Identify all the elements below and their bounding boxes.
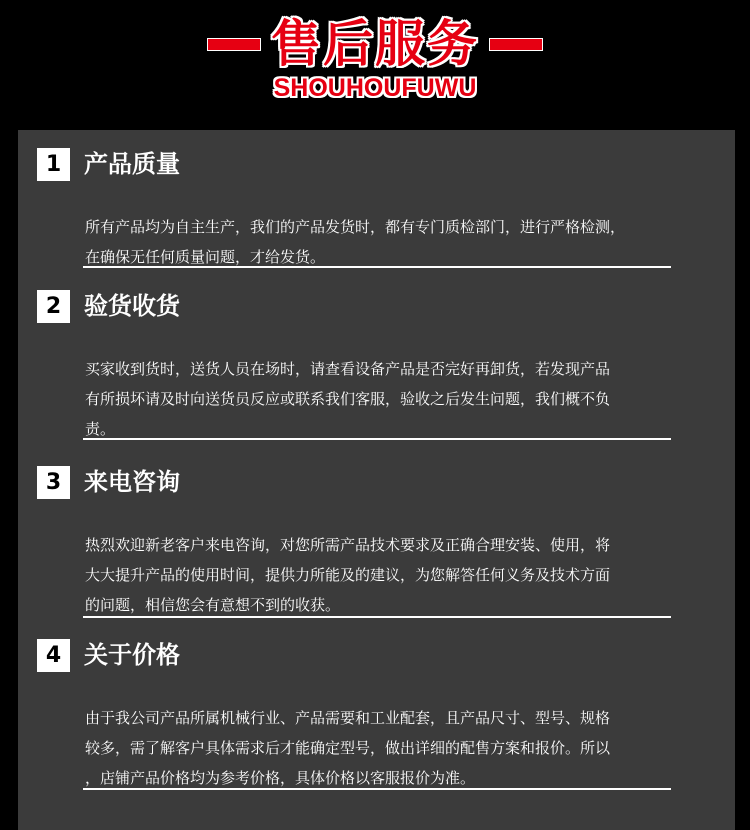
section-number: 3 <box>37 466 70 499</box>
section-line: 有所损坏请及时向送货员反应或联系我们客服，验收之后发生问题，我们概不负 <box>85 390 611 408</box>
section-title: 来电咨询 <box>84 468 180 496</box>
section-number: 2 <box>37 290 70 323</box>
section-line: 买家收到货时，送货人员在场时，请查看设备产品是否完好再卸货，若发现产品 <box>85 360 611 378</box>
section-number: 1 <box>37 148 70 181</box>
page-subtitle: SHOUHOUFUWU <box>273 74 477 102</box>
divider <box>83 438 671 440</box>
section-body <box>85 354 685 444</box>
section-line: 较多，需了解客户具体需求后才能确定型号，做出详细的配售方案和报价。所以 <box>85 739 611 757</box>
section-line: 由于我公司产品所属机械行业、产品需要和工业配套，且产品尺寸、型号、规格 <box>85 709 611 727</box>
section-line: 大大提升产品的使用时间，提供力所能及的建议，为您解答任何义务及技术方面 <box>85 566 611 584</box>
content-panel <box>18 130 735 830</box>
title-bar-right <box>489 38 543 51</box>
section-title: 产品质量 <box>84 150 180 178</box>
divider <box>83 788 671 790</box>
section-line: ，店铺产品价格均为参考价格，具体价格以客服报价为准。 <box>85 769 476 787</box>
section-line: 热烈欢迎新老客户来电咨询，对您所需产品技术要求及正确合理安装、使用，将 <box>85 536 611 554</box>
section-body <box>85 212 685 272</box>
section-title: 验货收货 <box>84 292 180 320</box>
divider <box>83 266 671 268</box>
section-number: 4 <box>37 639 70 672</box>
section-title: 关于价格 <box>84 641 180 669</box>
title-row <box>0 14 750 74</box>
section-line: 在确保无任何质量问题，才给发货。 <box>85 248 326 266</box>
divider <box>83 616 671 618</box>
section-body <box>85 530 685 620</box>
section-line: 责。 <box>85 420 116 438</box>
page-title: 售后服务 <box>271 15 479 73</box>
section-body <box>85 703 685 793</box>
header <box>0 0 750 130</box>
title-bar-left <box>207 38 261 51</box>
section-line: 所有产品均为自主生产，我们的产品发货时，都有专门质检部门，进行严格检测， <box>85 218 626 236</box>
section-line: 的问题，相信您会有意想不到的收获。 <box>85 596 341 614</box>
